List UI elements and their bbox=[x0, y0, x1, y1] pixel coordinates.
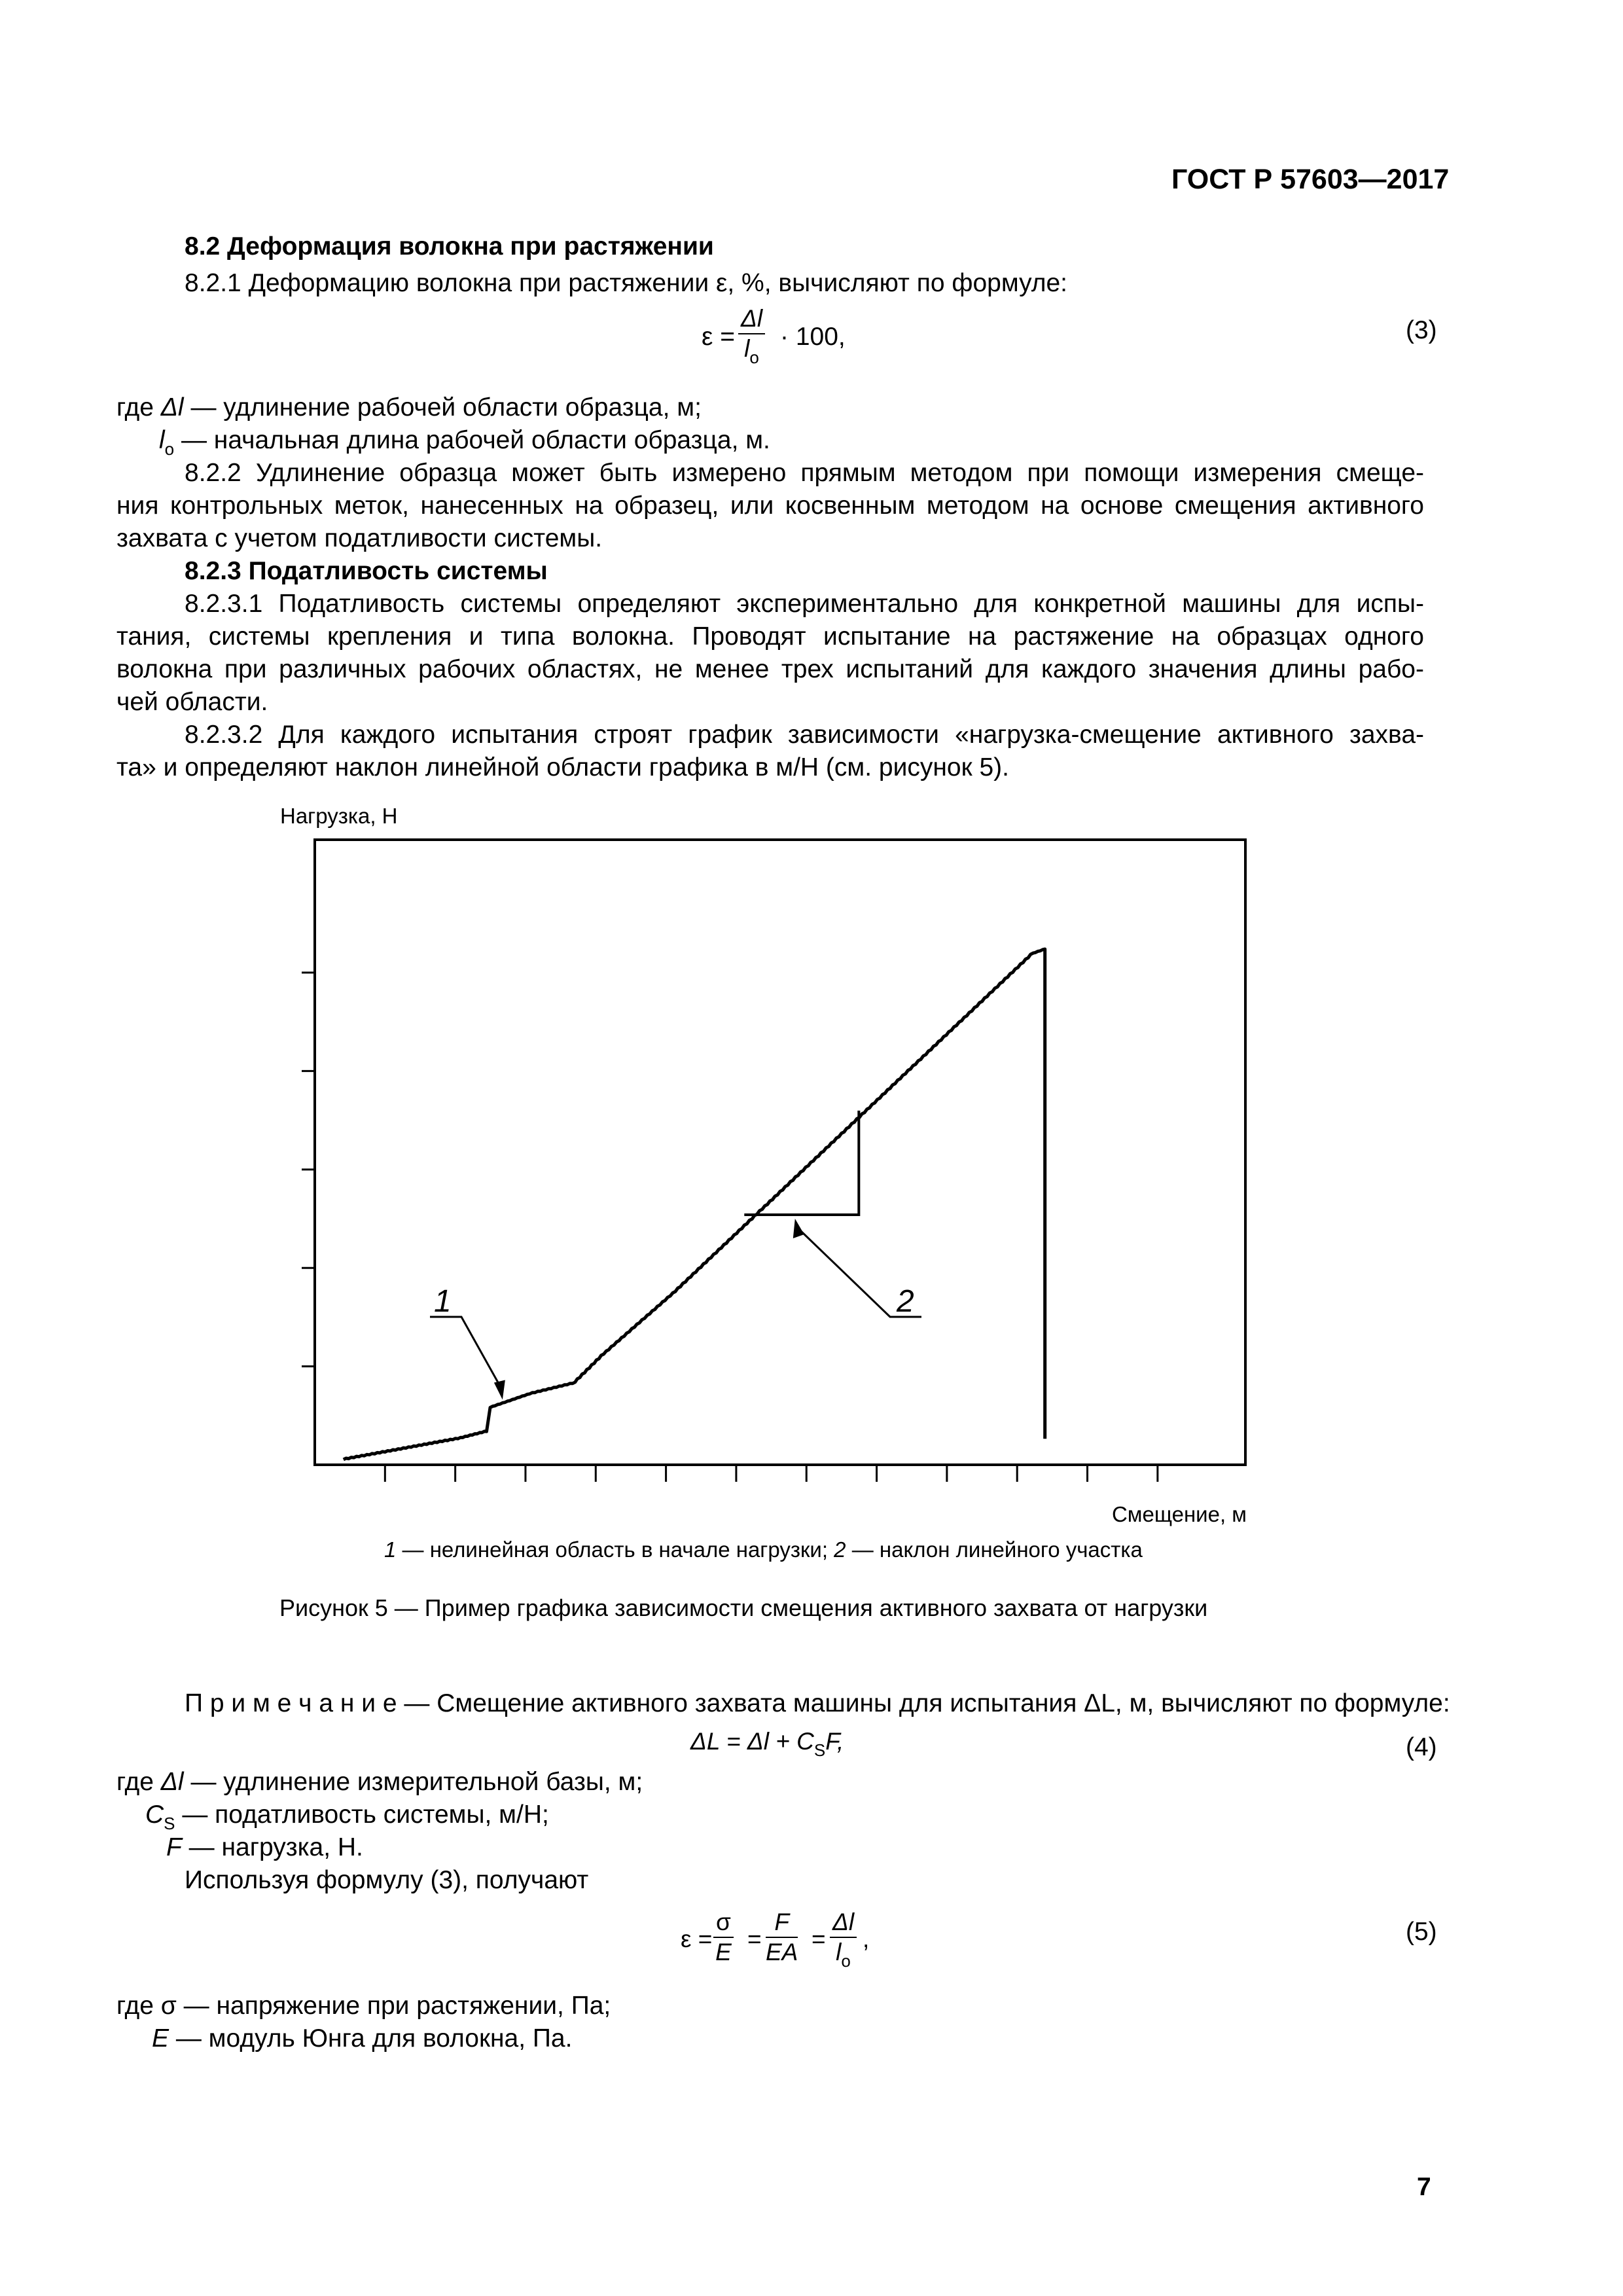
where-l0: $l_o$ — начальная длина рабочей области образца, м. bbox=[159, 426, 770, 459]
load-curve bbox=[344, 949, 1045, 1460]
formula5-comma: , bbox=[863, 1926, 870, 1952]
formula3-number: (3) bbox=[1406, 316, 1437, 344]
paragraph-8-2-3-1-line3: волокна при различных рабочих областях, не менее трех испытаний для каждого значения длины рабо- bbox=[116, 655, 1424, 683]
formula5-equals1: = bbox=[747, 1926, 762, 1952]
section-heading-8-2-3: 8.2.3 Податливость системы bbox=[185, 557, 548, 585]
note-where-delta-l: где Δl — удлинение измерительной базы, м; bbox=[116, 1768, 643, 1796]
note-where-f: F — нагрузка, Н. bbox=[166, 1833, 363, 1861]
figure-caption: Рисунок 5 — Пример графика зависимости смещения активного захвата от нагрузки bbox=[279, 1594, 1208, 1621]
formula5-fraction3: $\frac{\Delta l}{l_o}$ bbox=[830, 1908, 857, 1975]
paragraph-8-2-3-1-line1: 8.2.3.1 Податливость системы определяют экспериментально для конкретной машины для испы- bbox=[185, 590, 1424, 618]
figure-legend: 1 — нелинейная область в начале нагрузки; 2 — наклон линейного участка bbox=[384, 1537, 1143, 1562]
note-where-sigma: где σ — напряжение при растяжении, Па; bbox=[116, 1992, 611, 2020]
formula3-lhs: ε = bbox=[702, 323, 735, 351]
y-axis-label: Нагрузка, Н bbox=[280, 804, 398, 828]
plot-frame bbox=[315, 840, 1245, 1465]
paragraph-8-2-2-line3: захвата с учетом податливости системы. bbox=[116, 524, 603, 552]
formula3-rhs: · 100, bbox=[780, 323, 846, 351]
paragraph-8-2-3-1-line2: тания, системы крепления и типа волокна. Проводят испытание на растяжение на образцах одного bbox=[116, 622, 1424, 651]
paragraph-8-2-2-line2: ния контрольных меток, нанесенных на образец, или косвенным методом на основе смещения активного bbox=[116, 492, 1424, 520]
paragraph-8-2-2-line1: 8.2.2 Удлинение образца может быть измерено прямым методом при помощи измерения смеще- bbox=[185, 459, 1424, 487]
section-heading-8-2: 8.2 Деформация волокна при растяжении bbox=[185, 232, 714, 260]
paragraph-8-2-1: 8.2.1 Деформацию волокна при растяжении ε, %, вычисляют по формуле: bbox=[185, 269, 1068, 297]
note-paragraph: П р и м е ч а н и е — Смещение активного захвата машины для испытания ΔL, м, вычисляют по формуле: bbox=[185, 1689, 1450, 1717]
formula4: $\Delta L = \Delta l + C_SF$, bbox=[690, 1728, 844, 1760]
where-delta-l: где Δl — удлинение рабочей области образца, м; bbox=[116, 393, 702, 422]
formula5-fraction2: $\frac{F}{EA}$ bbox=[766, 1909, 798, 1965]
formula4-number: (4) bbox=[1406, 1733, 1437, 1761]
note-using-formula: Используя формулу (3), получают bbox=[185, 1866, 589, 1894]
arrowhead-1 bbox=[494, 1380, 505, 1400]
arrowhead-2 bbox=[793, 1219, 804, 1238]
paragraph-8-2-3-2-line1: 8.2.3.2 Для каждого испытания строят график зависимости «нагрузка-смещение активного захва- bbox=[185, 721, 1424, 749]
leader-line-1 bbox=[430, 1317, 503, 1391]
x-axis-label: Смещение, м bbox=[1111, 1502, 1247, 1526]
formula5-fraction1: $\frac{\sigma}{E}$ bbox=[713, 1908, 734, 1967]
formula3-denominator: $l_o$ bbox=[744, 335, 759, 367]
paragraph-8-2-3-2-line2: та» и определяют наклон линейной области графика в м/Н (см. рисунок 5). bbox=[116, 753, 1010, 781]
page-number: 7 bbox=[1417, 2173, 1431, 2201]
formula3-numerator: Δl bbox=[738, 304, 765, 334]
note-where-e: E — модуль Юнга для волокна, Па. bbox=[152, 2024, 573, 2053]
formula5-number: (5) bbox=[1406, 1918, 1437, 1946]
slope-triangle bbox=[744, 1111, 859, 1215]
formula5-equals2: = bbox=[812, 1926, 826, 1952]
document-id: ГОСТ Р 57603—2017 bbox=[1171, 164, 1450, 195]
paragraph-8-2-3-1-line4: чей области. bbox=[116, 688, 268, 716]
annotation-label-2: 2 bbox=[897, 1284, 914, 1319]
formula5-eps: ε = bbox=[681, 1926, 713, 1952]
annotation-label-1: 1 bbox=[434, 1284, 452, 1319]
note-where-cs: $C_S$ — податливость системы, м/Н; bbox=[145, 1801, 549, 1833]
note-lead: П р и м е ч а н и е bbox=[185, 1689, 397, 1717]
